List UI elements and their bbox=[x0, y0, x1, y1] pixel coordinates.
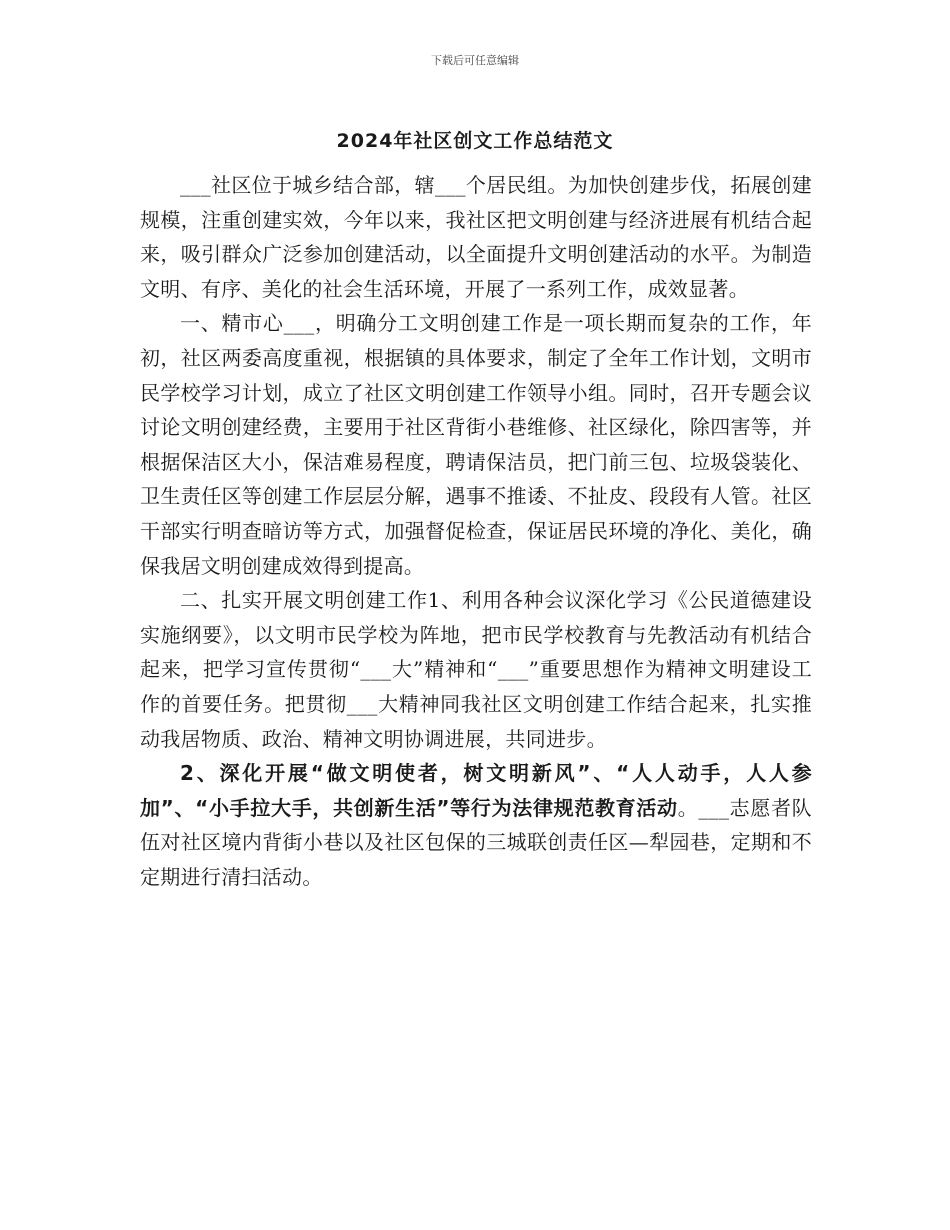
paragraph-section-2: 二、扎实开展文明创建工作1、利用各种会议深化学习《公民道德建设实施纲要》，以文明市民学校为阵地，把市民学校教育与先教活动有机结合起来，把学习宣传贯彻“___大”精神和“___”重要思想作为精神文明建设工作的首要任务。把贯彻___大精神同我社区文明创建工作结合起来，扎实推动我居物质、政治、精神文明协调进展，共同进步。 bbox=[140, 588, 812, 751]
paragraph-section-1: 一、精市心___，明确分工文明创建工作是一项长期而复杂的工作，年初，社区两委高度重视，根据镇的具体要求，制定了全年工作计划，文明市民学校学习计划，成立了社区文明创建工作领导小组。同时，召开专题会议讨论文明创建经费，主要用于社区背街小巷维修、社区绿化，除四害等，并根据保洁区大小，保洁难易程度，聘请保洁员，把门前三包、垃圾袋装化、卫生责任区等创建工作层层分解，遇事不推诿、不扯皮、段段有人管。社区干部实行明查暗访等方式，加强督促检查，保证居民环境的净化、美化，确保我居文明创建成效得到提高。 bbox=[140, 311, 812, 578]
document-title: 2024年社区创文工作总结范文 bbox=[336, 130, 614, 152]
page-header-note: 下载后可任意编辑 bbox=[431, 54, 519, 67]
paragraph-intro: ___社区位于城乡结合部，辖___个居民组。为加快创建步伐，拓展创建规模，注重创建实效，今年以来，我社区把文明创建与经济进展有机结合起来，吸引群众广泛参加创建活动，以全面提升文明创建活动的水平。为制造文明、有序、美化的社会生活环境，开展了一系列工作，成效显著。 bbox=[140, 173, 812, 301]
document-body bbox=[140, 168, 812, 894]
paragraph-continuation: 。___志愿者队伍对社区境内背街小巷以及社区包保的三城联创责任区—犁园巷，定期和不定期进行清扫活动。 bbox=[140, 795, 812, 889]
bold-lead-text: 2、深化开展“做文明使者，树文明新风”、“人人动手，人人参加”、“小手拉大手，共创新生活”等行为法律规范教育活动 bbox=[140, 761, 812, 820]
paragraph-section-2-item-2 bbox=[140, 756, 812, 894]
